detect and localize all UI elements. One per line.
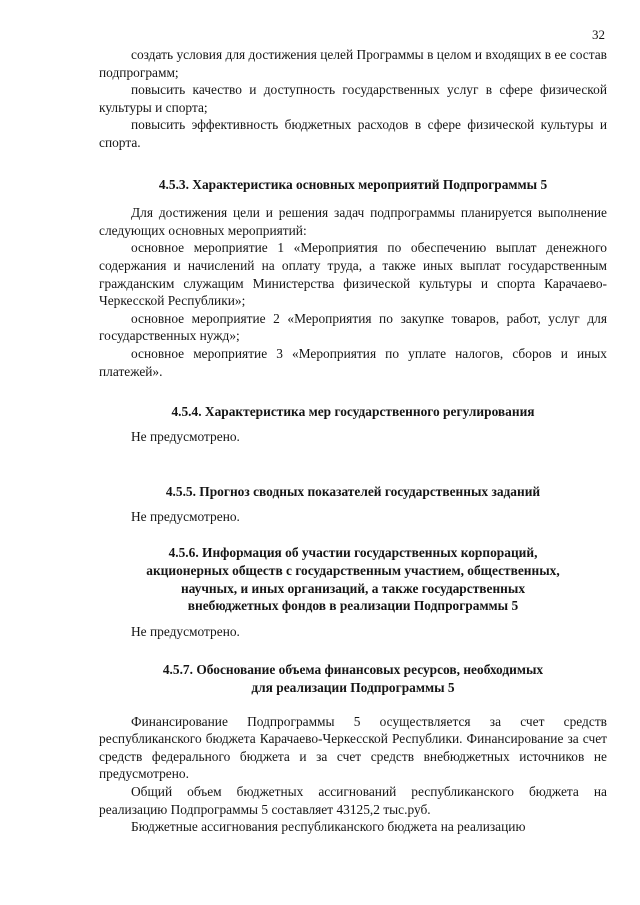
section-4-5-5-text: Не предусмотрено. bbox=[131, 508, 240, 524]
section-4-5-4-heading: 4.5.4. Характеристика мер государственного регулирования bbox=[171, 404, 535, 420]
section-4-5-5-heading: 4.5.5. Прогноз сводных показателей государственных заданий bbox=[165, 484, 541, 500]
section-4-5-7-paragraph-1: Финансирование Подпрограммы 5 осуществляется за счет средств республиканского бюджета Карачаево-Черкесской Республики. Финансирование за счет средств федерального бюджета и за счет средств внебюджетных источников не предусмотрено. bbox=[99, 713, 607, 782]
section-4-5-6-heading-line-4: внебюджетных фондов в реализации Подпрограммы 5 bbox=[187, 598, 519, 614]
section-4-5-3-paragraph-1: Для достижения цели и решения задач подпрограммы планируется выполнение следующих основных мероприятий: bbox=[99, 205, 607, 238]
intro-block bbox=[99, 46, 607, 152]
section-4-5-3-paragraph-2: основное мероприятие 1 «Мероприятия по обеспечению выплат денежного содержания и начислений на оплату труда, а также иных выплат государственным гражданским служащим Министерства физической культуры и спорта Карачаево-Черкесской Республики»; bbox=[99, 240, 607, 309]
intro-paragraph-3: повысить эффективность бюджетных расходов в сфере физической культуры и спорта. bbox=[99, 117, 607, 150]
section-4-5-6-text: Не предусмотрено. bbox=[131, 623, 240, 639]
page-content bbox=[99, 46, 607, 836]
page-number: 32 bbox=[592, 27, 605, 42]
section-4-5-6-heading-line-1: 4.5.6. Информация об участии государственных корпораций, bbox=[168, 545, 538, 561]
section-4-5-7-heading bbox=[99, 661, 607, 696]
intro-paragraph-1: создать условия для достижения целей Программы в целом и входящих в ее состав подпрограмм; bbox=[99, 47, 607, 80]
section-4-5-6-heading-line-3: научных, и иных организаций, а также государственных bbox=[180, 580, 526, 596]
section-4-5-3-paragraph-3: основное мероприятие 2 «Мероприятия по закупке товаров, работ, услуг для государственных нужд»; bbox=[99, 310, 607, 344]
section-4-5-4-text: Не предусмотрено. bbox=[131, 428, 240, 444]
section-4-5-3-heading: 4.5.3. Характеристика основных мероприятий Подпрограммы 5 bbox=[158, 176, 548, 192]
section-4-5-6-heading-line-2: акционерных обществ с государственным участием, общественных, bbox=[146, 563, 560, 579]
section-4-5-7-paragraph-2: Общий объем бюджетных ассигнований республиканского бюджета на реализацию Подпрограммы 5 составляет 43125,2 тыс.руб. bbox=[99, 784, 607, 817]
section-4-5-6-heading bbox=[99, 544, 607, 614]
section-4-5-7-heading-line-2: для реализации Подпрограммы 5 bbox=[251, 680, 455, 696]
section-4-5-7-paragraph-3: Бюджетные ассигнования республиканского бюджета на реализацию bbox=[131, 819, 526, 835]
intro-paragraph-2: повысить качество и доступность государственных услуг в сфере физической культуры и спорта; bbox=[99, 82, 607, 115]
section-4-5-7-heading-line-1: 4.5.7. Обоснование объема финансовых ресурсов, необходимых bbox=[162, 662, 544, 678]
section-4-5-3-paragraph-4: основное мероприятие 3 «Мероприятия по уплате налогов, сборов и иных платежей». bbox=[99, 345, 607, 379]
